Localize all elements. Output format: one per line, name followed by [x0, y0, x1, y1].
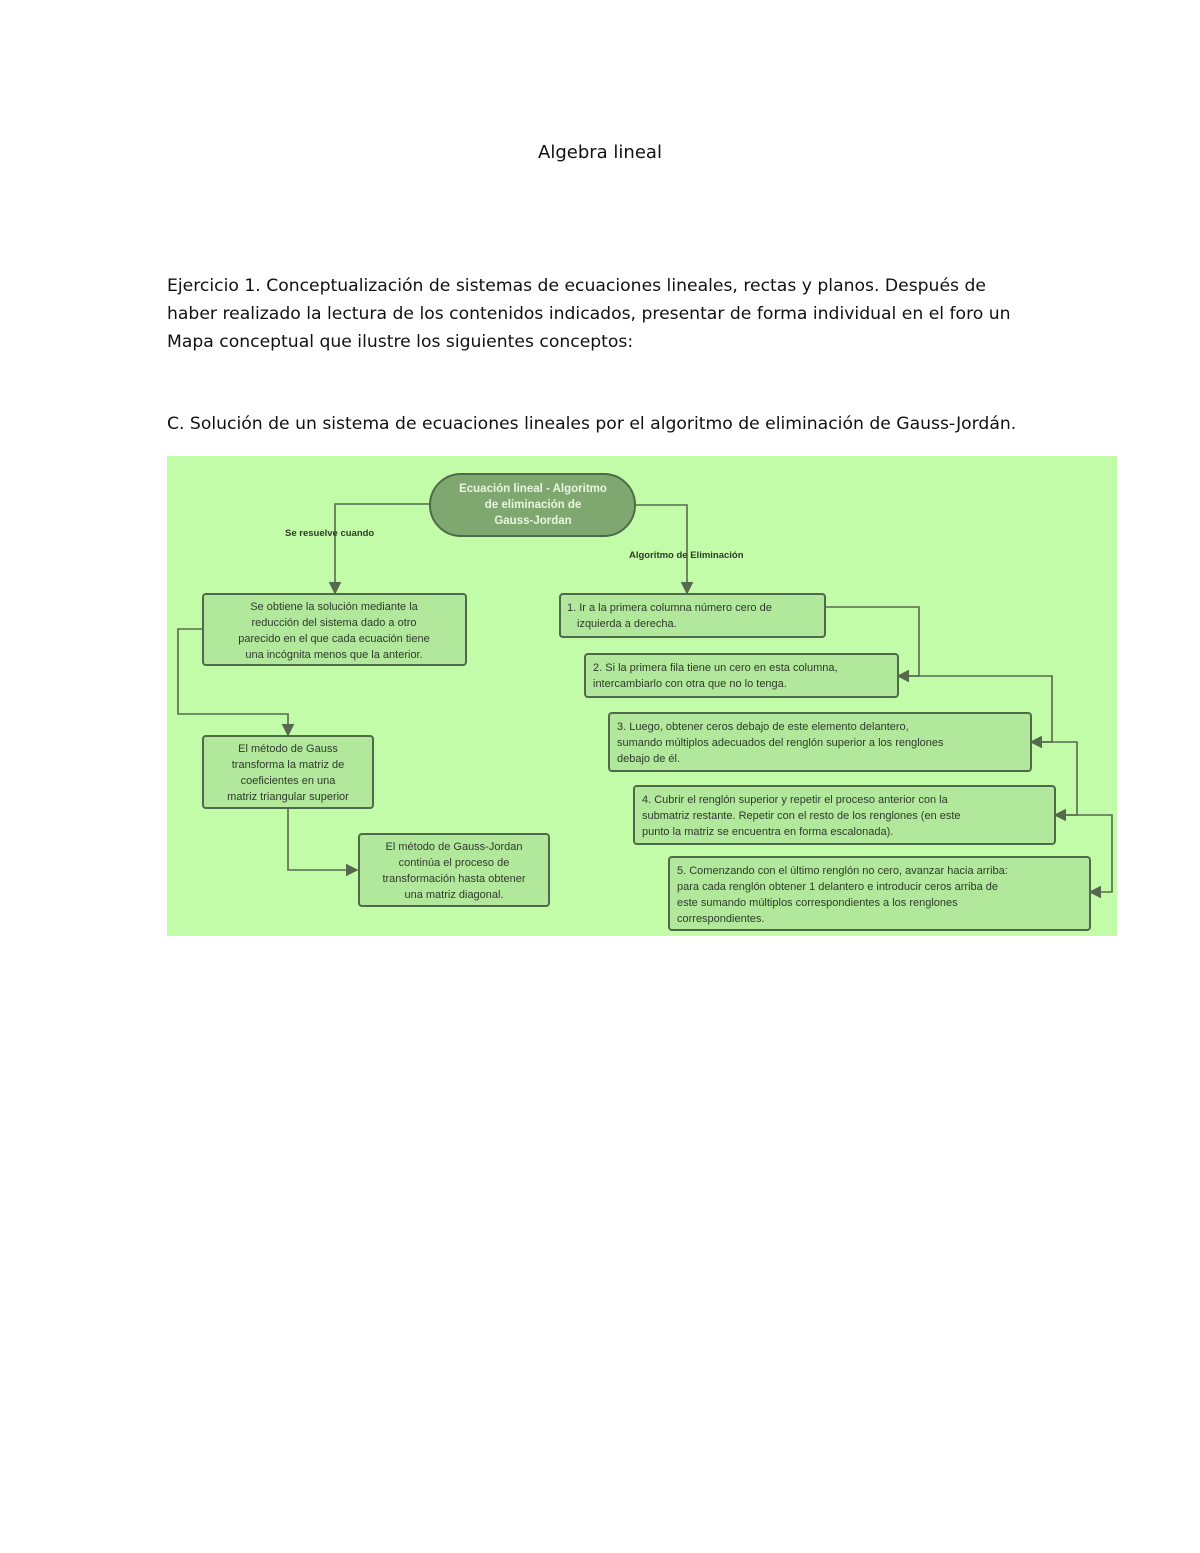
left-box-2-line-3: coeficientes en una — [240, 775, 336, 787]
step-5-line-4: correspondientes. — [677, 913, 765, 925]
step-4-line-1: 4. Cubrir el renglón superior y repetir el proceso anterior con la — [642, 794, 948, 806]
step-1-line-2: izquierda a derecha. — [577, 618, 677, 630]
left-box-2-line-4: matriz triangular superior — [227, 791, 349, 803]
exercise-line-2: haber realizado la lectura de los contenidos indicados, presentar de forma individual en el foro un — [167, 304, 1011, 324]
left-box-1-line-3: parecido en el que cada ecuación tiene — [238, 633, 430, 645]
left-box-3-line-1: El método de Gauss-Jordan — [385, 841, 523, 853]
label-se-resuelve: Se resuelve cuando — [285, 528, 375, 539]
step-5-line-3: este sumando múltiplos correspondientes a los renglones — [677, 897, 958, 909]
step-box-2 — [585, 654, 898, 697]
left-box-1-line-4: una incógnita menos que la anterior. — [245, 649, 423, 661]
left-box-3-line-3: transformación hasta obtener — [382, 873, 526, 885]
step-3-line-2: sumando múltiplos adecuados del renglón superior a los renglones — [617, 737, 944, 749]
step-4-line-3: punto la matriz se encuentra en forma escalonada). — [642, 826, 894, 838]
step-1-line-1: 1. Ir a la primera columna número cero de — [567, 602, 772, 614]
step-4-line-2: submatriz restante. Repetir con el resto de los renglones (en este — [642, 810, 961, 822]
left-box-1-line-2: reducción del sistema dado a otro — [251, 617, 417, 629]
root-line-3: Gauss-Jordan — [494, 515, 572, 527]
concept-map — [167, 456, 1117, 936]
step-5-line-2: para cada renglón obtener 1 delantero e introducir ceros arriba de — [677, 881, 999, 893]
root-line-1: Ecuación lineal - Algoritmo — [459, 483, 607, 495]
left-box-1-line-1: Se obtiene la solución mediante la — [250, 601, 418, 613]
root-line-2: de eliminación de — [484, 499, 582, 511]
step-3-line-1: 3. Luego, obtener ceros debajo de este elemento delantero, — [617, 721, 909, 733]
left-box-2-line-2: transforma la matriz de — [231, 759, 345, 771]
exercise-paragraph — [167, 272, 1057, 356]
step-2-line-2: intercambiarlo con otra que no lo tenga. — [593, 678, 787, 690]
left-box-3-line-4: una matriz diagonal. — [404, 889, 504, 901]
label-algoritmo: Algoritmo de Eliminación — [629, 550, 744, 561]
exercise-line-1: Ejercicio 1. Conceptualización de sistemas de ecuaciones lineales, rectas y planos. Después de — [167, 276, 986, 296]
exercise-line-3: Mapa conceptual que ilustre los siguientes conceptos: — [167, 332, 634, 352]
step-2-line-1: 2. Si la primera fila tiene un cero en esta columna, — [593, 662, 838, 674]
left-box-2-line-1: El método de Gauss — [238, 743, 338, 755]
left-box-3-line-2: continúa el proceso de — [398, 857, 510, 869]
step-5-line-1: 5. Comenzando con el último renglón no cero, avanzar hacia arriba: — [677, 865, 1008, 877]
step-3-line-3: debajo de él. — [617, 753, 680, 765]
step-box-1 — [560, 594, 825, 637]
section-c-heading: C. Solución de un sistema de ecuaciones lineales por el algoritmo de eliminación de Gauss-Jordán. — [167, 414, 1017, 434]
page-title: Algebra lineal — [538, 142, 662, 163]
